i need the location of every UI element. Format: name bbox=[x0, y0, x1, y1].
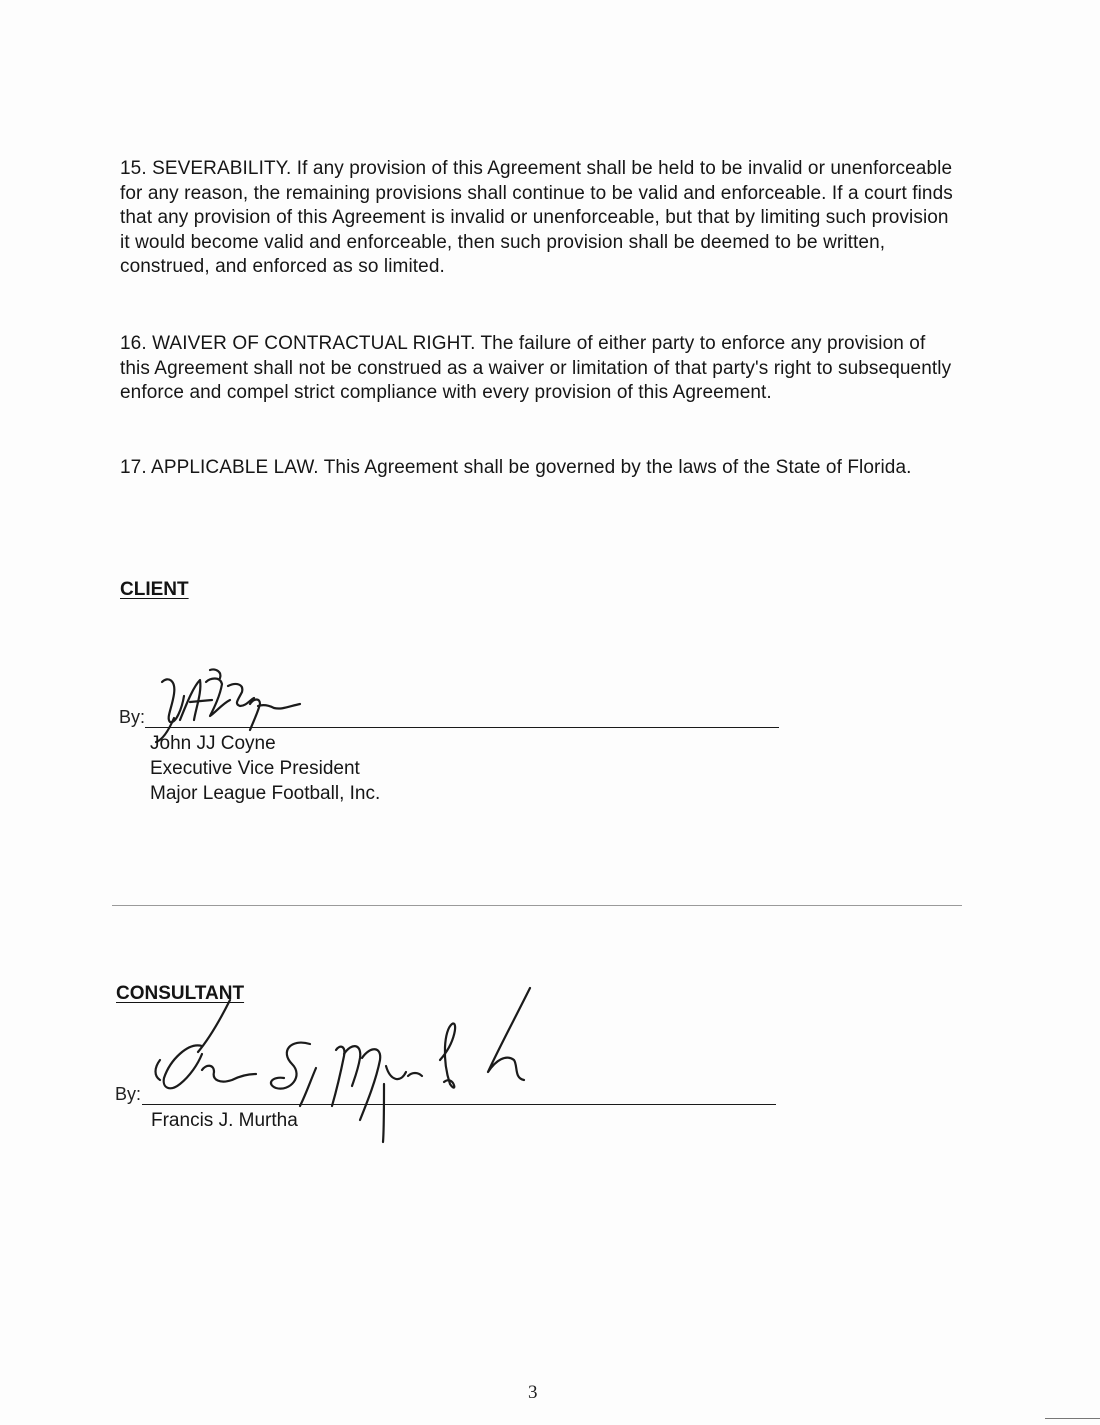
client-signer-block bbox=[150, 731, 380, 806]
client-signature-line bbox=[145, 727, 779, 728]
paragraph-applicable-law: 17. APPLICABLE LAW. This Agreement shall be governed by the laws of the State of Florida. bbox=[120, 457, 912, 478]
consultant-name: Francis J. Murtha bbox=[151, 1110, 298, 1131]
client-title: Executive Vice President bbox=[150, 758, 360, 779]
client-heading: CLIENT bbox=[120, 579, 189, 600]
consultant-heading: CONSULTANT bbox=[116, 983, 245, 1004]
client-by-label: By: bbox=[119, 707, 146, 727]
paragraph-waiver: 16. WAIVER OF CONTRACTUAL RIGHT. The failure of either party to enforce any provision of this Agreement shall not be construed as a waiver or limitation of that party's right to subsequently enforce and compel strict compliance with every provision of this Agreement. bbox=[120, 333, 952, 403]
paragraph-severability: 15. SEVERABILITY. If any provision of this Agreement shall be held to be invalid or unenforceable for any reason, the remaining provisions shall continue to be valid and enforceable. If a court finds that any provision of this Agreement is invalid or unenforceable, but that by limiting such provision it would become valid and enforceable, then such provision shall be deemed to be written, construed, and enforced as so limited. bbox=[120, 158, 953, 277]
client-name: John JJ Coyne bbox=[150, 733, 276, 754]
consultant-signature-line bbox=[142, 1104, 776, 1105]
page-number: 3 bbox=[528, 1382, 538, 1403]
consultant-by-label: By: bbox=[115, 1084, 142, 1104]
section-divider bbox=[112, 905, 962, 906]
client-company: Major League Football, Inc. bbox=[150, 783, 381, 804]
scan-edge-line bbox=[1045, 1418, 1100, 1419]
